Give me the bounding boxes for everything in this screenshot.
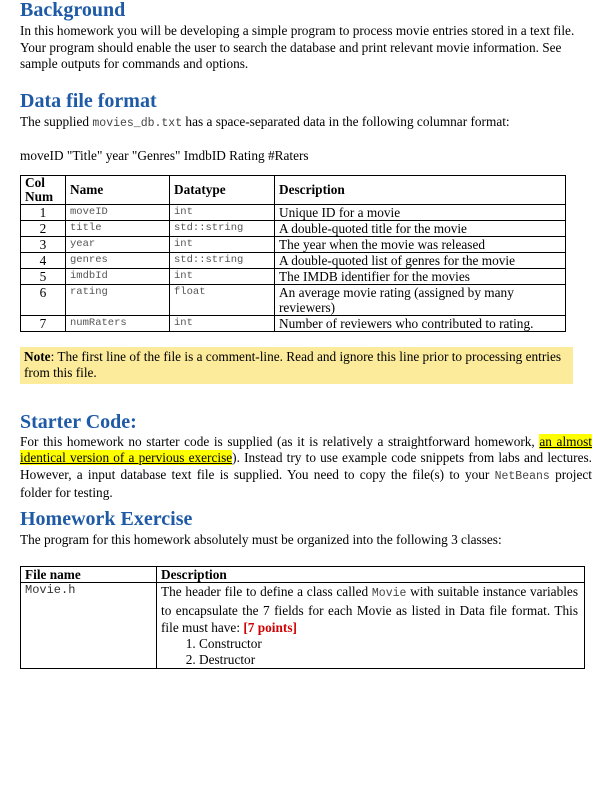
description-header: Description [275,175,566,204]
requirements-list [161,636,578,668]
table-row [21,268,566,284]
col-num-header: Col Num [21,175,66,204]
col-num-cell: 1 [21,204,66,220]
desc-post: with suitable instance variables to encapsulate the 7 fields for each Movie as listed in Data file format. This file must have: [161,584,578,635]
files-table [20,566,585,669]
name-cell: genres [66,252,170,268]
table-row [21,315,566,331]
file-name-cell: Movie.h [21,583,157,669]
points-label: [7 points] [243,620,297,635]
file-description-cell [157,583,585,669]
name-cell: imdbId [66,268,170,284]
note-label: Note [24,348,51,364]
datatype-cell: std::string [170,220,275,236]
name-cell: title [66,220,170,236]
file-name-header: File name [21,567,157,583]
description-cell: A double-quoted title for the movie [275,220,566,236]
list-item: 1. Constructor [199,636,578,652]
note-box [20,347,573,384]
description-cell: Number of reviewers who contributed to rating. [275,315,566,331]
columns-table-body [21,204,566,331]
description-cell: The IMDB identifier for the movies [275,268,566,284]
data-file-intro-pre: The supplied [20,113,93,129]
starter-text-mid: ). Instead try to use example code snippets from labs and lectures. However, a input database text file is supplied. You need to copy the file(s) to your [20,450,592,482]
name-cell: rating [66,284,170,315]
name-cell: numRaters [66,315,170,331]
starter-text-pre: For this homework no starter code is supplied (as it is relatively a straightforward homework, [20,433,540,449]
description-cell: A double-quoted list of genres for the movie [275,252,566,268]
netbeans-code: NetBeans [494,469,550,483]
note-text: : The first line of the file is a comment-line. Read and ignore this line prior to processing entries from this file. [24,348,562,380]
datatype-cell: int [170,236,275,252]
homework-exercise-heading: Homework Exercise [20,507,193,530]
col-num-cell: 6 [21,284,66,315]
col-num-cell: 7 [21,315,66,331]
table-row [21,252,566,268]
table-row [21,236,566,252]
starter-text-highlight: an almost identical version of a pervious exercise [20,433,592,465]
col-num-cell: 2 [21,220,66,236]
starter-code-heading: Starter Code: [20,410,137,433]
col-num-cell: 4 [21,252,66,268]
columns-table [20,175,566,332]
format-line: moveID "Title" year "Genres" ImdbID Rating #Raters [20,148,309,163]
starter-text-post: project folder for testing. [20,466,592,500]
list-item: 2. Destructor [199,652,578,668]
table-row [21,284,566,315]
data-file-intro [20,114,592,133]
col-num-cell: 3 [21,236,66,252]
document-page [20,0,592,669]
name-cell: year [66,236,170,252]
homework-intro: The program for this homework absolutely must be organized into the following 3 classes: [20,531,502,547]
datatype-header: Datatype [170,175,275,204]
description-cell: An average movie rating (assigned by many reviewers) [275,284,566,315]
datatype-cell: int [170,315,275,331]
description-cell: The year when the movie was released [275,236,566,252]
columns-table-header [21,175,566,204]
files-table-header [21,567,585,583]
table-row [21,204,566,220]
datatype-cell: int [170,268,275,284]
description-cell: Unique ID for a movie [275,204,566,220]
background-text: In this homework you will be developing a simple program to process movie entries stored in a text file. Your program should enable the user to search the database and print relevant movie information. See sample outputs for commands and options. [20,23,575,71]
data-file-name-code: movies_db.txt [92,116,183,130]
data-file-format-heading: Data file format [20,89,157,112]
data-file-intro-post: has a space-separated data in the following columnar format: [182,113,510,129]
desc-pre: The header file to define a class called [161,584,372,599]
name-header: Name [66,175,170,204]
datatype-cell: std::string [170,252,275,268]
datatype-cell: float [170,284,275,315]
background-heading: Background [20,0,126,21]
datatype-cell: int [170,204,275,220]
table-row [21,220,566,236]
file-description-header: Description [157,567,585,583]
movie-class-code: Movie [371,587,407,600]
name-cell: moveID [66,204,170,220]
starter-code-text [20,434,592,502]
col-num-cell: 5 [21,268,66,284]
files-table-row [21,583,585,669]
